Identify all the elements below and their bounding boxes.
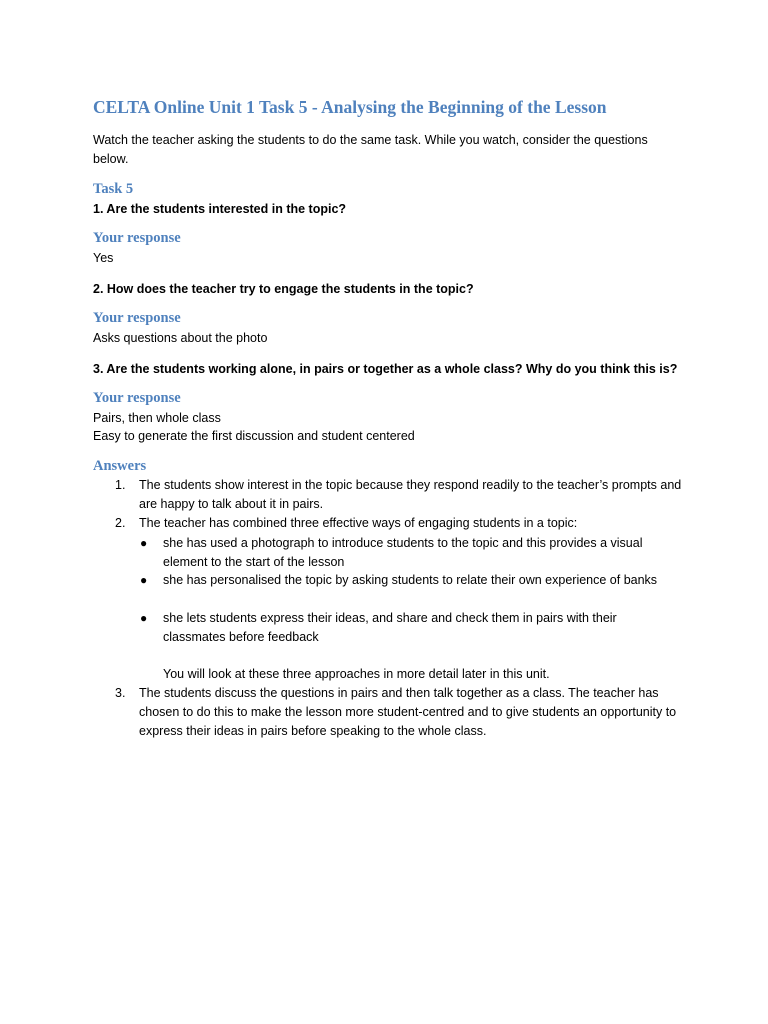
response-3-line-2: Easy to generate the first discussion and student centered xyxy=(93,429,415,443)
response-heading-3: Your response xyxy=(93,390,181,406)
answer-1-text: The students show interest in the topic because they respond readily to the teacher’s prompts and are happy to talk about it in pairs. xyxy=(139,478,682,511)
answer-2-bullet-2: she has personalised the topic by asking students to relate their own experience of banks xyxy=(163,573,658,587)
answer-3-number: 3. xyxy=(115,686,126,700)
answer-2-bullet-1: she has used a photograph to introduce students to the topic and this provides a visual element to the start of the lesson xyxy=(163,536,643,569)
response-2-line-1: Asks questions about the photo xyxy=(93,331,268,345)
intro-paragraph: Watch the teacher asking the students to do the same task. While you watch, consider the questions below. xyxy=(93,133,648,166)
question-2: 2. How does the teacher try to engage the students in the topic? xyxy=(93,282,474,296)
response-heading-2: Your response xyxy=(93,310,181,326)
bullet-icon: ● xyxy=(140,536,148,550)
question-1: 1. Are the students interested in the topic? xyxy=(93,202,347,216)
document-title: CELTA Online Unit 1 Task 5 - Analysing the Beginning of the Lesson xyxy=(93,97,607,117)
answer-2-note: You will look at these three approaches in more detail later in this unit. xyxy=(163,667,550,681)
answer-2-text: The teacher has combined three effective ways of engaging students in a topic: xyxy=(139,516,578,530)
bullet-icon: ● xyxy=(140,573,148,587)
response-1-line-1: Yes xyxy=(93,251,114,265)
bullet-icon: ● xyxy=(140,611,148,625)
answer-1-number: 1. xyxy=(115,478,126,492)
response-heading-1: Your response xyxy=(93,230,181,246)
response-3-line-1: Pairs, then whole class xyxy=(93,411,221,425)
question-3: 3. Are the students working alone, in pairs or together as a whole class? Why do you think this is? xyxy=(93,362,678,376)
answers-heading: Answers xyxy=(93,458,147,474)
answer-2-number: 2. xyxy=(115,516,126,530)
answer-2-bullet-3: she lets students express their ideas, and share and check them in pairs with their classmates before feedback xyxy=(163,611,617,644)
task-heading: Task 5 xyxy=(93,181,134,197)
answer-3-text: The students discuss the questions in pairs and then talk together as a class. The teacher has chosen to do this to make the lesson more student-centred and to give students an opportunity to express their ideas in pairs before speaking to the whole class. xyxy=(139,686,677,738)
